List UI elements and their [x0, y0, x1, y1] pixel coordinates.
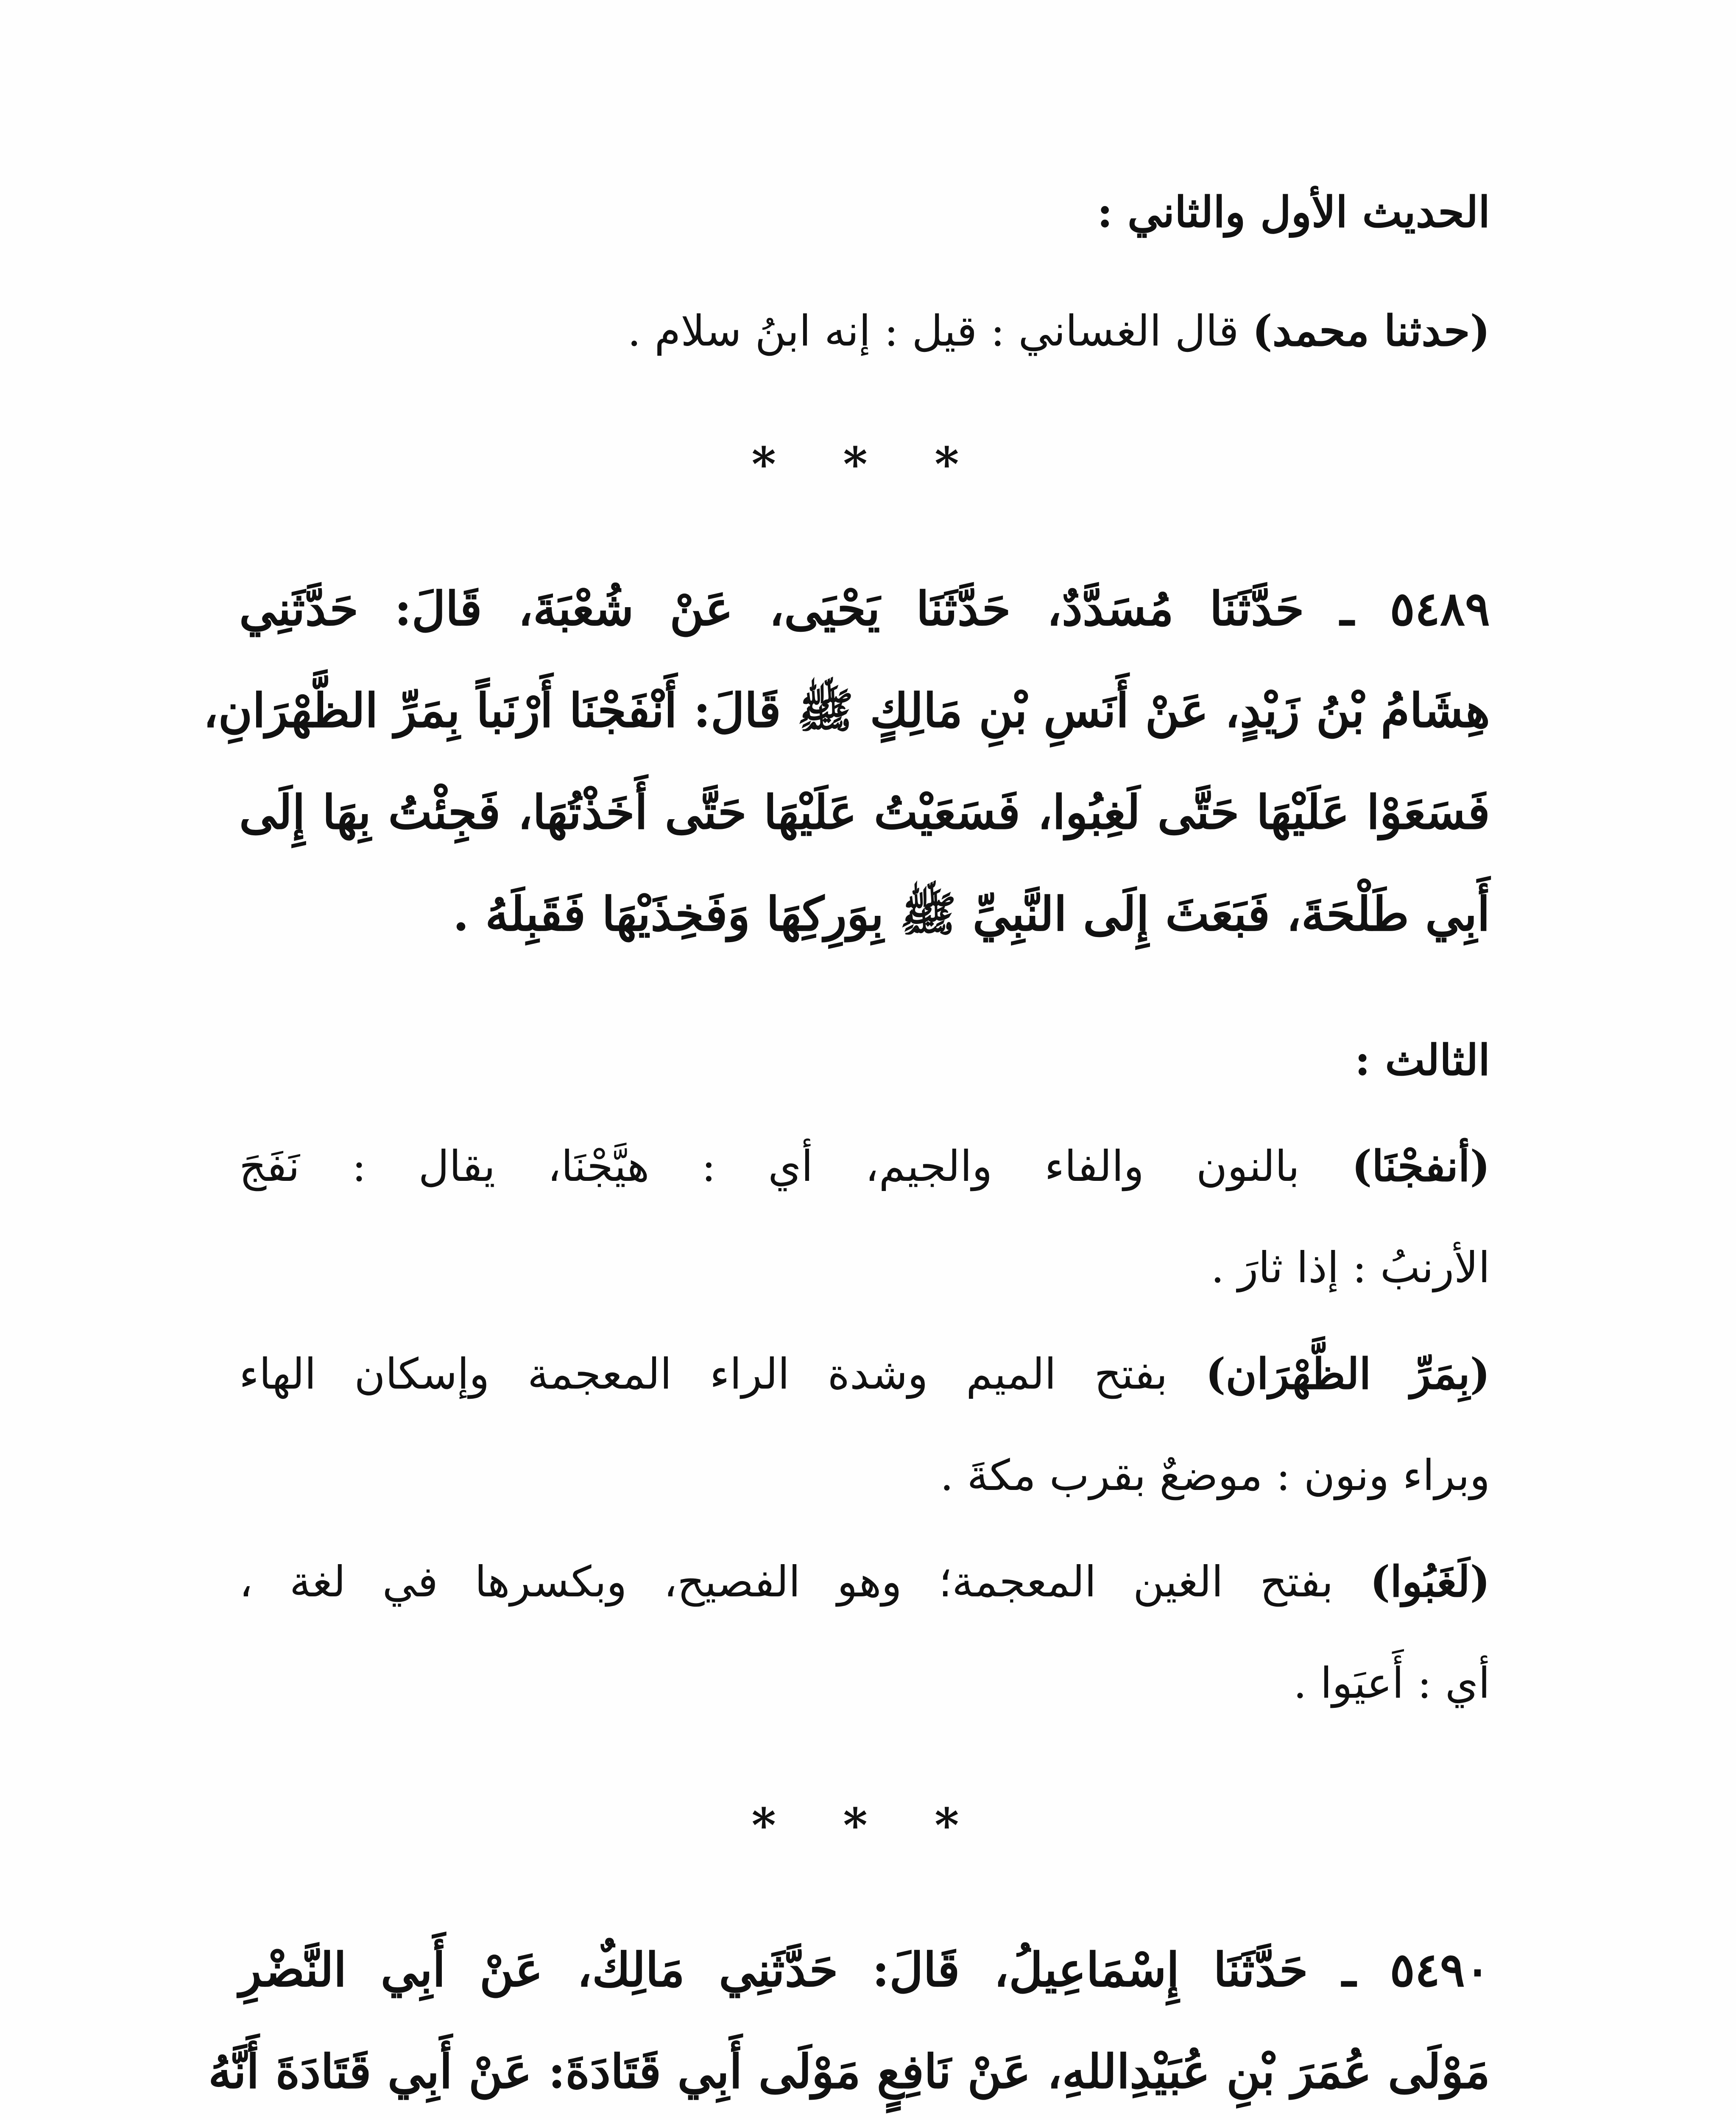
section-heading-first-second: الحديث الأول والثاني : — [1097, 187, 1490, 237]
hadith-5490-line-2: مَوْلَى عُمَرَ بْنِ عُبَيْدِاللهِ، عَنْ نَافِعٍ مَوْلَى أَبِي قَتَادَةَ: عَنْ أَبِي قَتَادَةَ أَنَّهُ — [208, 2044, 1490, 2099]
note-3-line-2: أي : أَعيَوا . — [1293, 1658, 1490, 1708]
hadith-5489-line-4: أَبِي طَلْحَةَ، فَبَعَثَ إِلَى النَّبِيِّ ﷺ بِوَرِكِهَا وَفَخِذَيْهَا فَقَبِلَهُ . — [452, 887, 1490, 941]
note-3-term: (لَغَبُوا) — [1370, 1557, 1490, 1607]
separator-stars: * * * — [751, 437, 985, 491]
note-3-text: بفتح الغين المعجمة؛ وهو الفصيح، وبكسرها في لغة ، — [239, 1557, 1370, 1607]
section-heading-third: الثالث : — [1354, 1035, 1490, 1085]
hadith-5489-line-3: فَسَعَوْا عَلَيْهَا حَتَّى لَغِبُوا، فَسَعَيْتُ عَلَيْهَا حَتَّى أَخَذْتُهَا، فَجِئْتُ بِهَا إِلَى — [239, 785, 1490, 840]
hadith-5490-line-1: ٥٤٩٠ ـ حَدَّثَنَا إِسْمَاعِيلُ، قَالَ: حَدَّثَنِي مَالِكٌ، عَنْ أَبِي النَّضْرِ — [239, 1942, 1490, 1997]
note-2-line-1 — [239, 1348, 1490, 1400]
note-1-text: بالنون والفاء والجيم، أي : هيَّجْنَا، يقال : نَفَجَ — [239, 1141, 1352, 1191]
note-1-line-1 — [239, 1141, 1490, 1192]
note-1-term: (أنفجْنَا) — [1351, 1141, 1490, 1191]
note-2-term: (بِمَرِّ الظَّهْرَان) — [1206, 1349, 1490, 1399]
separator-stars-2: * * * — [751, 1798, 985, 1852]
intro-line — [239, 305, 1490, 357]
intro-bold-phrase: (حدثنا محمد) — [1252, 306, 1490, 356]
hadith-5489-line-2: هِشَامُ بْنُ زَيْدٍ، عَنْ أَنَسِ بْنِ مَالِكٍ ﷺ قَالَ: أَنْفَجْنَا أَرْنَباً بِمَرِّ الظَّهْرَانِ، — [203, 683, 1490, 738]
note-2-text: بفتح الميم وشدة الراء المعجمة وإسكان الهاء — [239, 1349, 1206, 1399]
note-2-line-2: وبراء ونون : موضعٌ بقرب مكةَ . — [940, 1451, 1490, 1500]
intro-text: قال الغساني : قيل : إنه ابنُ سلام . — [627, 306, 1253, 356]
hadith-5489-line-1: ٥٤٨٩ ـ حَدَّثَنَا مُسَدَّدٌ، حَدَّثَنَا يَحْيَى، عَنْ شُعْبَةَ، قَالَ: حَدَّثَنِي — [239, 581, 1490, 636]
note-3-line-1 — [239, 1556, 1490, 1607]
note-1-line-2: الأرنبُ : إذا ثارَ . — [1211, 1243, 1490, 1292]
